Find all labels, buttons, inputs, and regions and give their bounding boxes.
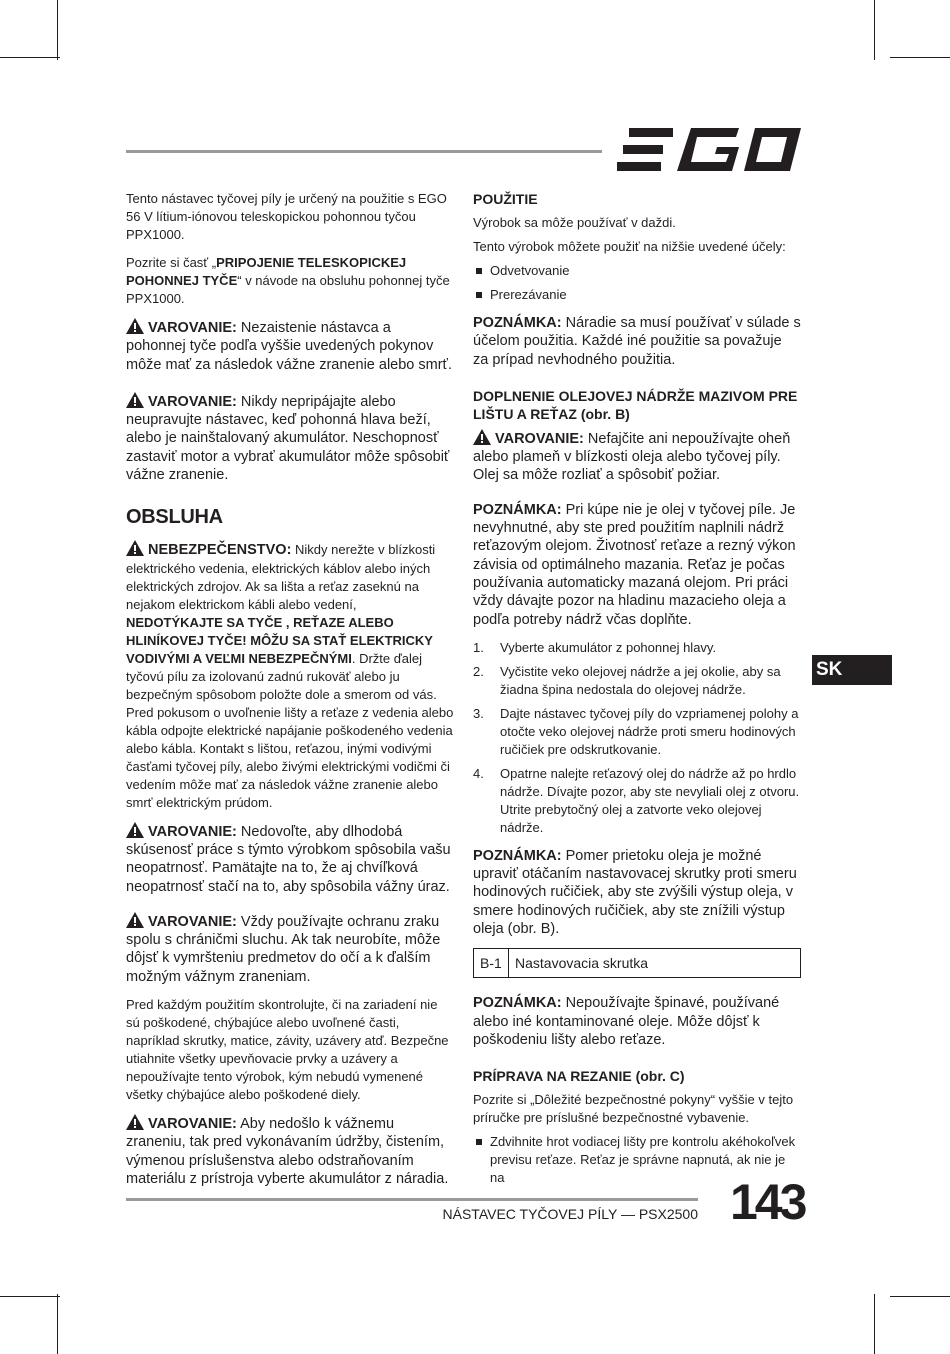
list-item: 2. Vyčistite veko olejovej nádrže a jej okolie, aby sa žiadna špina nedostala do olejovej nádrže.: [473, 663, 781, 697]
section-heading-cutting: PRÍPRAVA NA REZANIE (obr. C): [473, 1068, 685, 1085]
list-item: 4. Opatrne nalejte reťazový olej do nádrže až po hrdlo nádrže. Dívajte pozor, aby ste nevyliali olej z otvoru. Utrite prebytočný olej a zatvorte veko olejovej nádrže.: [473, 765, 800, 835]
oil-steps: [473, 639, 801, 837]
warning-fire: VAROVANIE: Nefajčite ani nepoužívajte oheň alebo plameň v blízkosti oleja alebo tyčovej píly. Olej sa môže rozliať a spôsobiť požiar.: [473, 430, 791, 484]
warning-icon: [126, 318, 144, 334]
use-list: [473, 262, 801, 304]
language-tab: SK: [812, 655, 892, 685]
list-item: 3. Dajte nástavec tyčovej píly do vzpriamenej polohy a otočte veko olejovej nádrže proti smeru hodinových ručičiek pre odskrutkovanie.: [473, 705, 799, 757]
intro-reference: Pozrite si časť „PRIPOJENIE TELESKOPICKEJ POHONNEJ TYČE“ v návode na obsluhu pohonnej tyče PPX1000.: [126, 255, 450, 306]
footer-rule: [126, 1198, 698, 1201]
cutting-safety-ref: Pozrite si „Dôležité bezpečnostné pokyny“ vyššie v tejto príručke pre príslušné bezpečnostné vybavenie.: [473, 1092, 794, 1126]
warning-attachment: VAROVANIE: Nezaistenie nástavca a pohonnej tyče podľa vyššie uvedených pokynov môže mať za následok vážne zranenie alebo smrť.: [126, 320, 453, 373]
warning-icon: [126, 392, 144, 408]
warning-carelessness: VAROVANIE: Nedovoľte, aby dlhodobá skúsenosť práce s týmto výrobkom spôsobila vašu neopatrnosť. Pamätajte na to, že aj chvíľková neopatrnosť stačí na to, aby spôsobila vážny úraz.: [126, 823, 451, 895]
table-row: [474, 949, 801, 978]
list-item: 1. Vyberte akumulátor z pohonnej hlavy.: [473, 639, 717, 655]
note-intended-use: POZNÁMKA: Náradie sa musí používať v súlade s účelom použitia. Každé iné použitie sa považuje za prípad nevhodného použitia.: [473, 315, 801, 368]
warning-icon: [126, 540, 144, 556]
ego-logo: [615, 128, 801, 172]
crop-mark: [890, 1296, 950, 1297]
warning-maintenance: VAROVANIE: Aby nedošlo k vážnemu zraneniu, tak pred vykonávaním údržby, čistením, výmenou príslušenstva alebo odstraňovaním materiálu z prístroja vyberte akumulátor z náradia.: [126, 1116, 449, 1187]
danger-power-lines: NEBEZPEČENSTVO: Nikdy nerežte v blízkosti elektrického vedenia, elektrických káblov alebo iných elektrických zdrojov. Ak sa lišta a reťaz zaseknú na nejakom elektrickom kábli alebo vedení, NEDOTÝKAJTE SA TYČE , REŤAZE ALEBO HLINÍKOVEJ TYČE! MÔŽU SA STAŤ ELEKTRICKY VODIVÝMI A VEĽMI NEBEZPEČNÝMI. Držte ďalej tyčovú pílu za izolovanú zadnú rukoväť alebo ju bezpečným spôsobom položte dole a smerom od vás. Pred pokusom o uvoľnenie lišty a reťaze z vedenia alebo kábla odpojte elektrické napájanie poškodeného vedenia alebo kábla. Kontakt s lištou, reťazou, inými vodivými časťami tyčovej píly, alebo živými elektrickými vodičmi či vedením môže mať za následok vážne zranenie alebo smrť elektrickým prúdom.: [126, 542, 454, 810]
warning-battery: VAROVANIE: Nikdy nepripájajte alebo neupravujte nástavec, keď pohonná hlava beží, alebo je nainštalovaný akumulátor. Neschopnosť zastaviť motor a vybrať akumulátor môže spôsobiť vážne zranenie.: [126, 393, 450, 484]
use-purposes: Tento výrobok môžete použiť na nižšie uvedené účely:: [473, 239, 786, 254]
note-dirty-oil: POZNÁMKA: Nepoužívajte špinavé, používané alebo iné kontaminované oleje. Môže dôjsť k poškodeniu lišty alebo reťaze.: [473, 995, 780, 1048]
section-heading-oil: DOPLNENIE OLEJOVEJ NÁDRŽE MAZIVOM PRE LIŠTU A REŤAZ (obr. B): [473, 387, 798, 422]
crop-mark: [57, 1294, 58, 1354]
header-rule: [126, 150, 602, 153]
note-oil: POZNÁMKA: Pri kúpe nie je olej v tyčovej píle. Je nevyhnutné, aby ste pred použitím naplnili nádrž reťazovým olejom. Životnosť reťaze a rezný výkon závisia od optimálneho mazania. Reťaz je počas používania automaticky mazaná olejom. Pri práci vždy dávajte pozor na hladinu mazacieho oleja a podľa potreby nádrž včas doplňte.: [473, 501, 796, 628]
pre-use-check: Pred každým použitím skontrolujte, či na zariadení nie sú poškodené, chýbajúce alebo uvoľnené časti, napríklad skrutky, matice, závity, uzávery atď. Bezpečne utiahnite všetky upevňovacie prvky a uzávery a nepoužívajte tento výrobok, kým nebudú vymenené všetky chýbajúce alebo poškodené diely.: [126, 997, 449, 1103]
section-heading-operation: OBSLUHA: [126, 506, 223, 529]
warning-icon: [126, 912, 144, 928]
right-column: [473, 190, 801, 1197]
warning-icon: [473, 429, 491, 445]
list-item: Zdvihnite hrot vodiacej lišty pre kontrolu akéhokoľvek previsu reťaze. Reťaz je správne napnutá, ak nie je na: [473, 1133, 801, 1187]
left-column: [126, 190, 454, 1198]
crop-mark: [57, 0, 58, 60]
warning-icon: [126, 1114, 144, 1130]
section-heading-use: POUŽITIE: [473, 191, 538, 207]
crop-mark: [874, 1294, 875, 1354]
warning-eye-protection: VAROVANIE: Vždy používajte ochranu zraku spolu s chráničmi sluchu. Ak tak neurobíte, môže dôjsť k vymršteniu predmetov do očí a k ďalším možným vážnym zraneniam.: [126, 913, 441, 985]
crop-mark: [0, 1296, 60, 1297]
page-number: 143: [730, 1174, 805, 1230]
use-rain: Výrobok sa môže používať v daždi.: [473, 215, 676, 230]
warning-icon: [126, 822, 144, 838]
list-item: Odvetvovanie: [473, 262, 801, 280]
table-key: B-1: [474, 949, 509, 978]
reference-table: [473, 948, 801, 978]
note-oil-flow: POZNÁMKA: Pomer prietoku oleja je možné upraviť otáčaním nastavovacej skrutky proti smeru hodinových ručičiek, aby ste zvýšili výstup oleja, v smere hodinových ručičiek, aby ste znížili výstup oleja (obr. B).: [473, 847, 797, 938]
list-item: Prerezávanie: [473, 286, 801, 304]
table-value: Nastavovacia skrutka: [509, 949, 801, 978]
footer-title: NÁSTAVEC TYČOVEJ PÍLY — PSX2500: [442, 1206, 698, 1222]
crop-mark: [0, 57, 60, 58]
crop-mark: [890, 57, 950, 58]
crop-mark: [874, 0, 875, 60]
intro-text: Tento nástavec tyčovej píly je určený na použitie s EGO 56 V lítium-iónovou teleskopickou pohonnou tyčou PPX1000.: [126, 191, 447, 242]
